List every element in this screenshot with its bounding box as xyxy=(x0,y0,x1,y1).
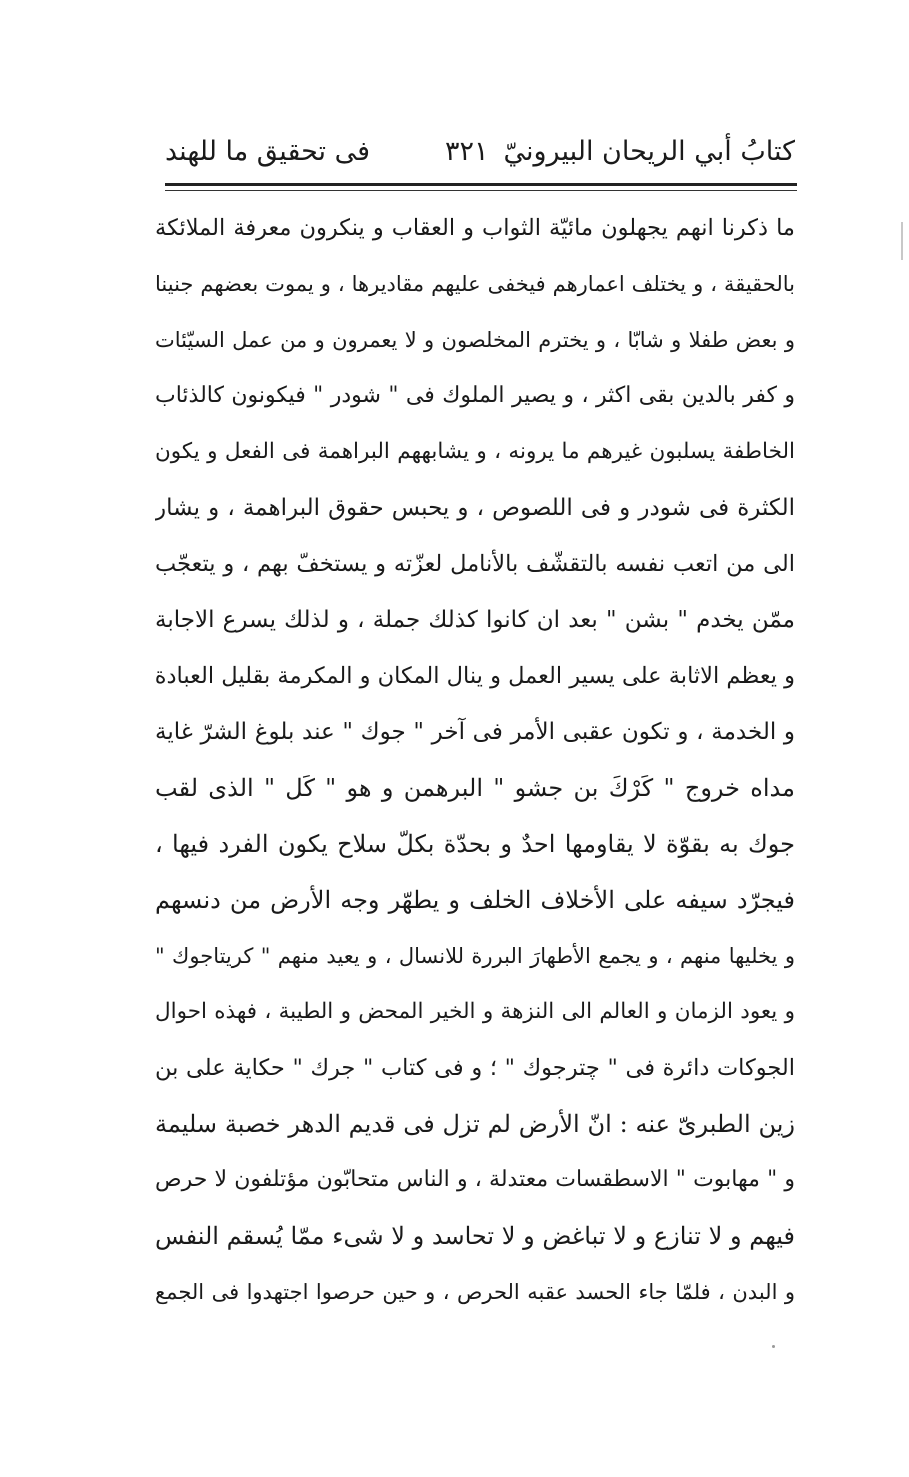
text-line: زين الطبرىّ عنه : انّ الأرض لم تزل فى قديم الدهر خصبة سليمة xyxy=(155,1110,795,1138)
text-line: الخاطفة يسلبون غيرهم ما يرونه ، و يشابههم البراهمة فى الفعل و يكون xyxy=(155,439,795,464)
header-rule-thin xyxy=(165,190,797,191)
text-line: فيجرّد سيفه على الأخلاف الخلف و يطهّر وجه الأرض من دنسهم xyxy=(155,886,795,914)
text-line: و يعود الزمان و العالم الى النزهة و الخير المحض و الطيبة ، فهذه احوال xyxy=(155,999,795,1024)
body-text xyxy=(155,200,795,1320)
text-line: جوك به بقوّة لا يقاومها احدٌ و بحدّة بكلّ سلاح يكون الفرد فيها ، xyxy=(155,830,795,858)
text-line: و كفر بالدين بقى اكثر ، و يصير الملوك فى " شودر " فيكونون كالذئاب xyxy=(155,383,795,408)
text-line: الكثرة فى شودر و فى اللصوص ، و يحبس حقوق البراهمة ، و يشار xyxy=(155,495,795,521)
text-line: ممّن يخدم " بشن " بعد ان كانوا كذلك جملة ، و لذلك يسرع الاجابة xyxy=(155,607,795,633)
text-line: و بعض طفلا و شابّا ، و يخترم المخلصون و لا يعمرون و من عمل السيّئات xyxy=(155,328,795,352)
text-line: الى من اتعب نفسه بالتقشّف بالأنامل لعزّته و يستخفّ بهم ، و يتعجّب xyxy=(155,551,795,577)
text-line: ما ذكرنا انهم يجهلون مائيّة الثواب و العقاب و ينكرون معرفة الملائكة xyxy=(155,215,795,241)
text-line: و البدن ، فلمّا جاء الحسد عقبه الحرص ، و حين حرصوا اجتهدوا فى الجمع xyxy=(155,1280,795,1304)
text-line: مداه خروج " كَرْكَ بن جشو " البرهمن و هو " كَل " الذى لقب xyxy=(155,774,795,802)
text-line: و الخدمة ، و تكون عقبى الأمر فى آخر " جوك " عند بلوغ الشرّ غاية xyxy=(155,719,795,745)
text-line: و يعظم الاثابة على يسير العمل و ينال المكان و المكرمة بقليل العبادة xyxy=(155,663,795,689)
text-line: الجوكات دائرة فى " چترجوك " ؛ و فى كتاب " جرك " حكاية على بن xyxy=(155,1055,795,1081)
scan-speck xyxy=(772,1345,775,1348)
page-number: ٣٢١ xyxy=(445,136,489,167)
running-header xyxy=(165,128,795,176)
text-line: و " مهابوت " الاسطقسات معتدلة ، و الناس متحابّون مؤتلفون لا حرص xyxy=(155,1167,795,1192)
text-line: بالحقيقة ، و يختلف اعمارهم فيخفى عليهم مقاديرها ، و يموت بعضهم جنينا xyxy=(155,272,795,296)
text-line: فيهم و لا تنازع و لا تباغض و لا تحاسد و لا شىء ممّا يُسقم النفس xyxy=(155,1222,795,1250)
text-line: و يخليها منهم ، و يجمع الأطهارَ البررة للانسال ، و يعيد منهم " كريتاجوك " xyxy=(155,944,795,968)
scan-margin-mark xyxy=(901,222,903,260)
book-title: كتابُ أبي الريحان البيرونيّ xyxy=(503,136,795,167)
book-subtitle: فی تحقیق ما للهند xyxy=(165,136,371,167)
header-rule-thick xyxy=(165,183,797,186)
